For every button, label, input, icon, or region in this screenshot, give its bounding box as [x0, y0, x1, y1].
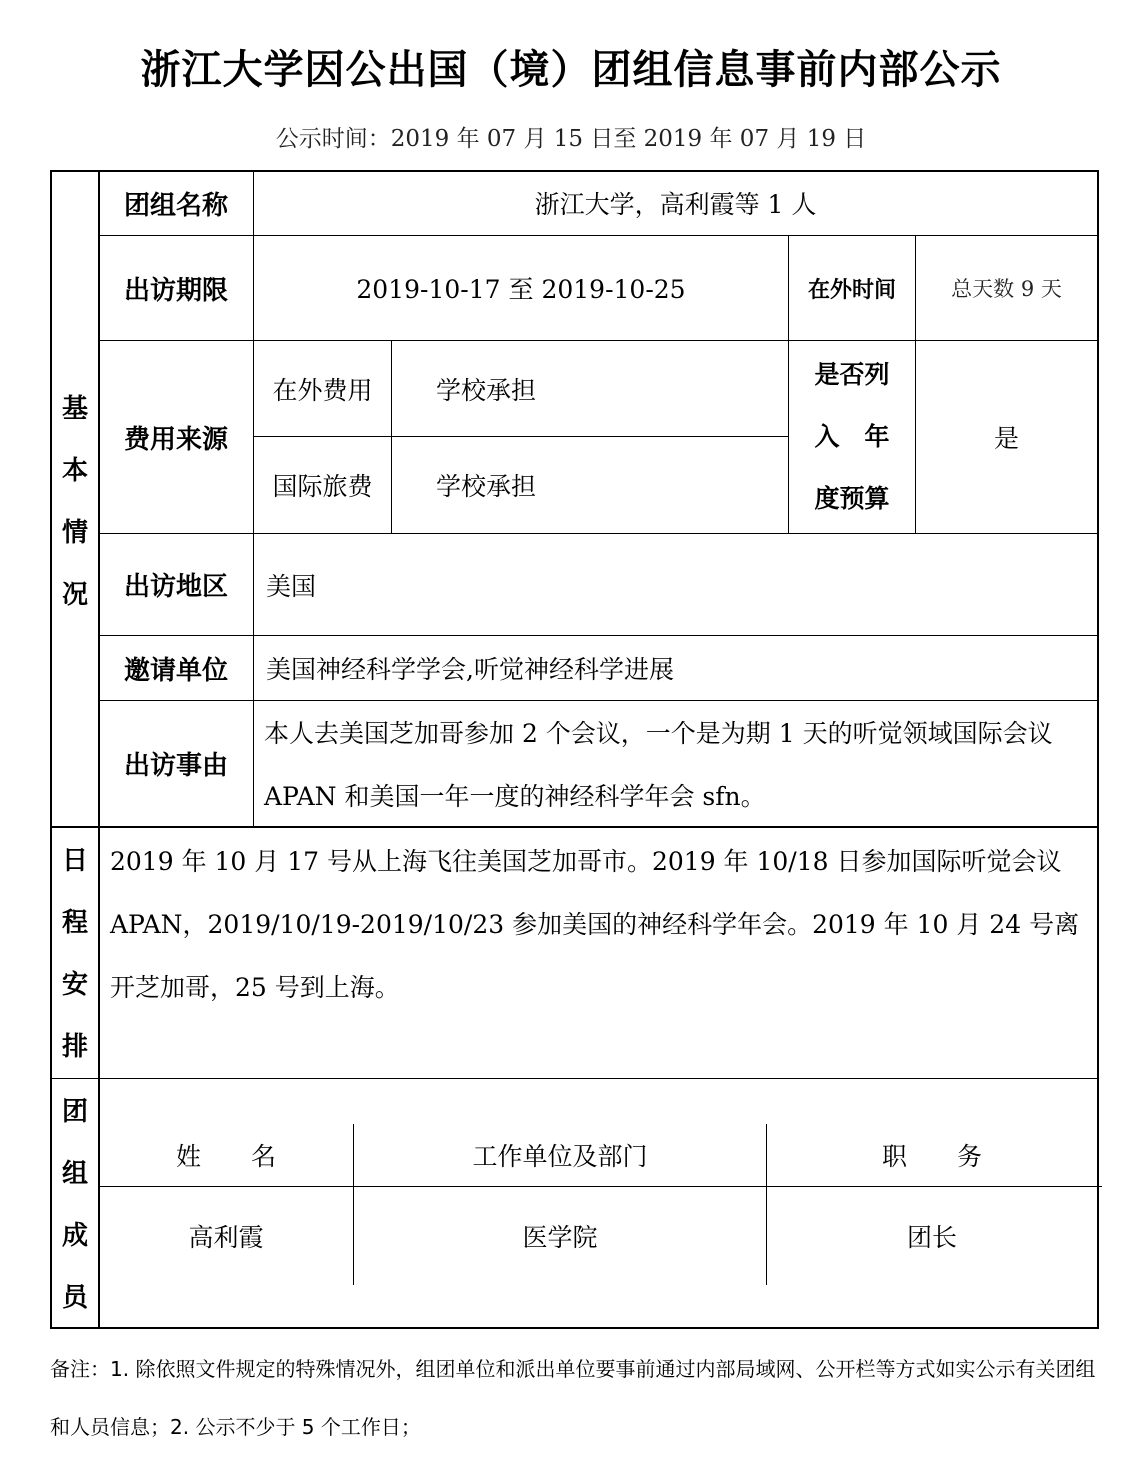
visit-period-value: 2019-10-17 至 2019-10-25	[356, 275, 686, 304]
table-row: 高利霞	[188, 1223, 264, 1252]
annual-budget-label-line: 度预算	[814, 484, 890, 513]
members-char: 组	[61, 1159, 88, 1189]
group-name-label: 团组名称	[123, 190, 228, 221]
schedule-char: 程	[61, 908, 88, 938]
visit-period-label: 出访期限	[123, 275, 228, 306]
funding-label: 费用来源	[123, 424, 228, 455]
schedule-char: 安	[61, 970, 88, 1000]
schedule-char: 日	[61, 846, 88, 876]
publicity-period: 公示时间：2019 年 07 月 15 日至 2019 年 07 月 19 日	[275, 126, 867, 152]
reason-label: 出访事由	[123, 751, 228, 781]
schedule-value: 2019 年 10 月 17 号从上海飞往美国芝加哥市。2019 年 10/18 日参加国际听觉会议 APAN，2019/10/19-2019/10/23 参加美国的神经科学年会。2019 年 10 月 24 号离开芝加哥，25 号到上海。	[110, 847, 1080, 1002]
members-char: 员	[61, 1283, 88, 1313]
members-header-title: 职 务	[881, 1142, 982, 1171]
annual-budget-label-line: 是否列	[814, 360, 890, 389]
region-value: 美国	[266, 571, 317, 601]
members-header-unit: 工作单位及部门	[472, 1142, 648, 1171]
region-label: 出访地区	[123, 572, 228, 602]
table-row: 医学院	[522, 1223, 598, 1252]
inviter-value: 美国神经科学学会,听觉神经科学进展	[266, 655, 674, 684]
travel-cost-label: 国际旅费	[272, 472, 373, 501]
days-abroad-label: 在外时间	[807, 277, 896, 303]
section-basic-char: 情	[61, 518, 88, 548]
section-basic-char: 况	[61, 580, 88, 610]
members-header-name: 姓 名	[175, 1142, 276, 1171]
schedule-label	[52, 830, 98, 1078]
section-basic-char: 本	[61, 456, 88, 486]
footnote: 备注：1. 除依照文件规定的特殊情况外，组团单位和派出单位要事前通过内部局域网、公开栏等方式如实公示有关团组和人员信息；2. 公示不少于 5 个工作日；	[50, 1357, 1096, 1439]
document-title: 浙江大学因公出国（境）团组信息事前内部公示	[140, 46, 1002, 93]
travel-cost-value: 学校承担	[436, 472, 537, 501]
section-basic-char: 基	[61, 394, 88, 424]
members-label	[52, 1081, 98, 1329]
inviter-label: 邀请单位	[123, 655, 228, 686]
abroad-cost-label: 在外费用	[272, 375, 373, 405]
members-char: 团	[61, 1097, 88, 1127]
days-abroad-value: 总天数 9 天	[951, 277, 1062, 301]
section-basic-label	[52, 378, 98, 626]
annual-budget-label	[789, 341, 915, 533]
abroad-cost-value: 学校承担	[436, 375, 537, 405]
group-name-value: 浙江大学，高利霞等 1 人	[534, 190, 817, 219]
reason-value: 本人去美国芝加哥参加 2 个会议，一个是为期 1 天的听觉领域国际会议 APAN 和美国一年一度的神经科学年会 sfn。	[264, 719, 1053, 811]
annual-budget-label-line: 入 年	[814, 422, 890, 451]
members-char: 成	[61, 1221, 88, 1251]
schedule-char: 排	[61, 1032, 88, 1062]
table-row: 团长	[906, 1223, 957, 1252]
annual-budget-value: 是	[993, 424, 1019, 453]
